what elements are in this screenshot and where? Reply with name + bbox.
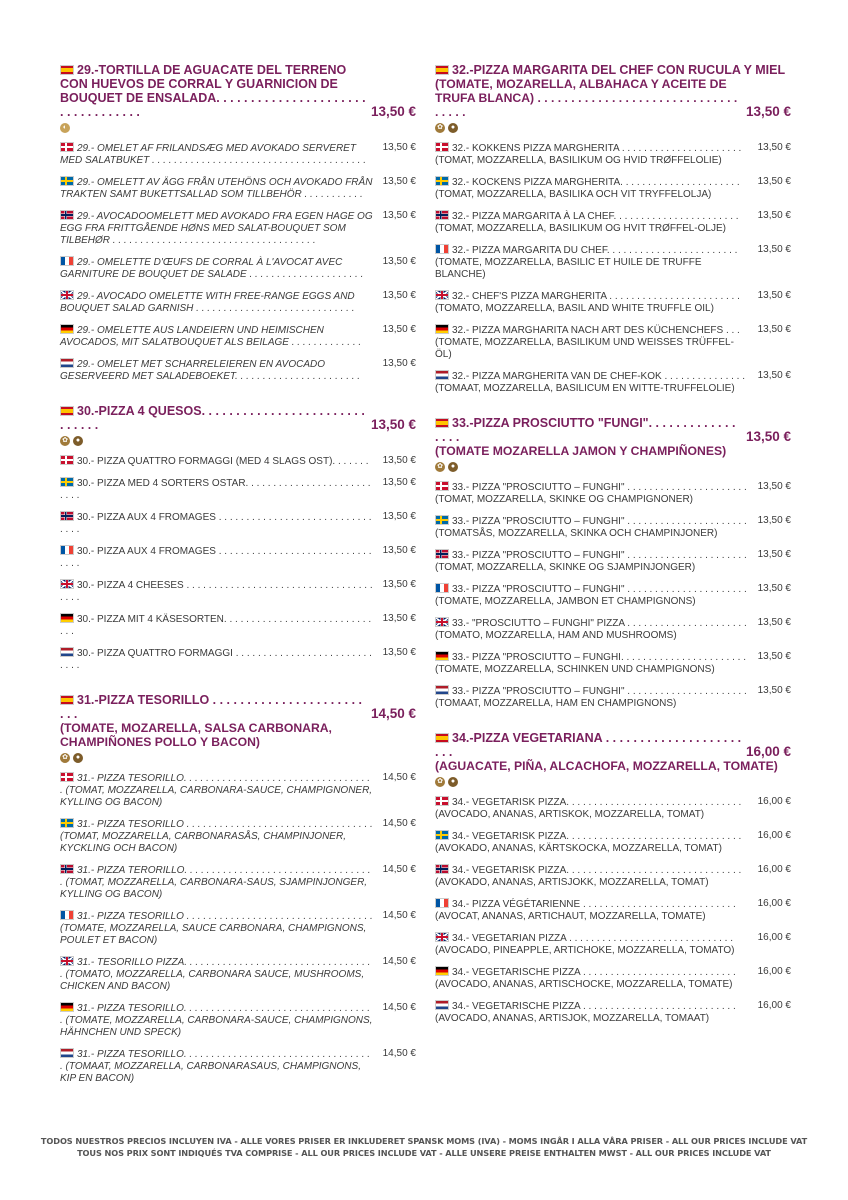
section-subtitle: [435, 444, 791, 458]
flag-de-icon: [435, 324, 449, 334]
flag-se-icon: [435, 830, 449, 840]
flag-de-icon: [60, 324, 74, 334]
milk-allergen-icon: ●: [73, 436, 83, 446]
menu-section: [435, 416, 791, 710]
flag-se-icon: [60, 477, 74, 487]
item-price: 16,00 €: [757, 796, 791, 807]
item-description: [435, 830, 757, 855]
flag-nl-icon: [435, 370, 449, 380]
item-text: 33.- PIZZA "PROSCIUTTO – FUNGHI" . . . . . . . . . . . . . . . . . . . . . . (TOMAT, MOZZARELLA, SKINKE OG CHAMPIGNONER): [435, 482, 747, 505]
item-text: 34.- VEGETARISK PIZZA. . . . . . . . . . . . . . . . . . . . . . . . . . . . . . . . (AVOKADO, ANANAS, KÄRTSKOCKA, MOZZARELLA, TOMAT): [435, 831, 742, 854]
list-item: [60, 477, 416, 502]
list-item: [60, 142, 416, 167]
list-item: [435, 244, 791, 281]
item-text: 33.- "PROSCIUTTO – FUNGHI" PIZZA . . . . . . . . . . . . . . . . . . . . . . (TOMATO, MOZZARELLA, HAM AND MUSHROOMS): [435, 618, 747, 641]
section-heading: [60, 63, 416, 119]
list-item: [435, 830, 791, 855]
allergen-icons: [435, 462, 791, 472]
section-subtitle-text: (TOMATE, MOZARELLA, ALBAHACA Y ACEITE DE TRUFA BLANCA) . . . . . . . . . . . . . . . . . . . . . . . . . . . . . . . . . . .: [435, 77, 738, 119]
flag-uk-icon: [60, 579, 74, 589]
flag-fr-icon: [60, 910, 74, 920]
list-item: [435, 549, 791, 574]
list-item: [435, 370, 791, 395]
item-description: [60, 579, 382, 604]
flag-fr-icon: [60, 545, 74, 555]
item-price: 13,50 €: [382, 477, 416, 488]
section-price: 13,50 €: [745, 104, 791, 119]
item-description: [435, 898, 757, 923]
section-title-text: 34.-PIZZA VEGETARIANA . . . . . . . . . . . . . . . . . . . . . . .: [435, 731, 742, 759]
item-description: [60, 956, 382, 993]
item-description: [435, 324, 757, 361]
item-description: [435, 932, 757, 957]
list-item: [435, 651, 791, 676]
list-item: [60, 1048, 416, 1085]
footer-line-1: TODOS NUESTROS PRECIOS INCLUYEN IVA - ALLE VORES PRISER ER INKLUDERET SPANSK MOMS (IVA) - MOMS INGÅR I ALLA VÅRA PRISER - ALL OUR PRICES INCLUDE VAT: [40, 1136, 808, 1146]
flag-nl-icon: [60, 647, 74, 657]
item-text: 34.- VEGETARISK PIZZA. . . . . . . . . . . . . . . . . . . . . . . . . . . . . . . . (AVOKADO, ANANAS, ARTISJOKK, MOZZARELLA, TOMAT): [435, 865, 742, 888]
item-description: [435, 617, 757, 642]
flag-dk-icon: [60, 455, 74, 465]
item-price: 13,50 €: [757, 210, 791, 221]
list-item: [435, 864, 791, 889]
item-price: 16,00 €: [757, 830, 791, 841]
gluten-allergen-icon: ✿: [435, 777, 445, 787]
item-price: 13,50 €: [382, 647, 416, 658]
item-price: 13,50 €: [382, 324, 416, 335]
flag-nl-icon: [435, 685, 449, 695]
vat-footer: [0, 1135, 848, 1159]
section-heading: [435, 416, 791, 444]
flag-no-icon: [435, 210, 449, 220]
list-item: [60, 256, 416, 281]
gluten-allergen-icon: ✿: [435, 123, 445, 133]
flag-uk-icon: [60, 956, 74, 966]
item-description: [60, 455, 382, 468]
menu-column-left: [60, 63, 416, 1106]
item-description: [435, 966, 757, 991]
section-heading: [60, 693, 416, 721]
item-description: [60, 1002, 382, 1039]
item-price: 16,00 €: [757, 1000, 791, 1011]
item-text: 34.- VEGETARIAN PIZZA . . . . . . . . . . . . . . . . . . . . . . . . . . . . . . (AVOCADO, PINEAPPLE, ARTICHOKE, MOZZARELLA, TOMATO): [435, 933, 735, 956]
list-item: [60, 772, 416, 809]
list-item: [60, 176, 416, 201]
section-title: [60, 693, 367, 721]
item-price: 14,50 €: [382, 1048, 416, 1059]
flag-se-icon: [60, 176, 74, 186]
item-text: 32.- PIZZA MARGARITA À LA CHEF. . . . . . . . . . . . . . . . . . . . . . . (TOMAT, MOZZARELLA, BASILIKUM OG HVIT TRØFFEL-OLJE): [435, 211, 739, 234]
item-description: [435, 481, 757, 506]
menu-section: [60, 404, 416, 672]
gluten-allergen-icon: ✿: [60, 436, 70, 446]
item-price: 13,50 €: [382, 455, 416, 466]
item-description: [435, 651, 757, 676]
list-item: [435, 796, 791, 821]
allergen-icons: [60, 436, 416, 446]
milk-allergen-icon: ●: [448, 462, 458, 472]
item-price: 13,50 €: [757, 583, 791, 594]
section-price: 16,00 €: [745, 744, 791, 759]
item-description: [435, 290, 757, 315]
item-description: [60, 290, 382, 315]
section-title-text: 29.-TORTILLA DE AGUACATE DEL TERRENO CON HUEVOS DE CORRAL Y GUARNICION DE BOUQUET DE ENSALADA. . . . . . . . . . . . . . . . . . . . . . . . . . . . . . . . . .: [60, 63, 366, 119]
item-price: 14,50 €: [382, 864, 416, 875]
item-description: [60, 772, 382, 809]
section-subtitle-text: (TOMATE, MOZARELLA, SALSA CARBONARA, CHAMPIÑONES POLLO Y BACON): [60, 721, 332, 749]
flag-de-icon: [435, 651, 449, 661]
flag-fr-icon: [435, 583, 449, 593]
item-description: [60, 324, 382, 349]
item-price: 13,50 €: [757, 290, 791, 301]
flag-uk-icon: [435, 932, 449, 942]
item-description: [60, 613, 382, 638]
egg-allergen-icon: ◐: [60, 123, 70, 133]
flag-dk-icon: [435, 142, 449, 152]
item-price: 13,50 €: [757, 324, 791, 335]
flag-es-icon: [60, 406, 74, 416]
item-price: 13,50 €: [757, 685, 791, 696]
item-text: 32.- KOKKENS PIZZA MARGHERITA . . . . . . . . . . . . . . . . . . . . . . (TOMAT, MOZZARELLA, BASILIKUM OG HVID TRØFFELOLIE): [435, 143, 742, 166]
item-description: [60, 864, 382, 901]
flag-nl-icon: [60, 358, 74, 368]
item-description: [435, 244, 757, 281]
item-text: 33.- PIZZA "PROSCIUTTO – FUNGHI" . . . . . . . . . . . . . . . . . . . . . . (TOMAT, MOZZARELLA, SKINKE OG SJAMPINJONGER): [435, 550, 747, 573]
section-price: 14,50 €: [370, 706, 416, 721]
section-subtitle: [435, 77, 791, 119]
list-item: [435, 210, 791, 235]
item-text: 29.- AVOCADOOMELETT MED AVOKADO FRA EGEN HAGE OG EGG FRA FRITTGÅENDE HØNS MED SALAT-BOUQUET SOM TILBEHØR . . . . . . . . . . . . . . . . . . . . . . . . . . . . . . . . . . . . .: [60, 211, 373, 246]
flag-no-icon: [60, 210, 74, 220]
item-description: [60, 142, 382, 167]
item-text: 31.- TESORILLO PIZZA. . . . . . . . . . . . . . . . . . . . . . . . . . . . . . . . . . . (TOMATO, MOZZARELLA, CARBONARA SAUCE, MUSHROOMS, CHICKEN AND BACON): [60, 957, 371, 992]
menu-column-right: [435, 63, 791, 1046]
list-item: [60, 511, 416, 536]
item-text: 32.- PIZZA MARGHERITA VAN DE CHEF-KOK . . . . . . . . . . . . . . . (TOMAAT, MOZZARELLA, BASILICUM EN WITTE-TRUFFELOLIE): [435, 371, 746, 394]
flag-es-icon: [435, 733, 449, 743]
list-item: [435, 290, 791, 315]
item-price: 13,50 €: [757, 176, 791, 187]
item-text: 29.- OMELETT AV ÄGG FRÅN UTEHÖNS OCH AVOKADO FRÅN TRAKTEN SAMT BUKETTSALLAD SOM TILLBEHÖR . . . . . . . . . . .: [60, 177, 373, 200]
list-item: [60, 545, 416, 570]
item-text: 32.- PIZZA MARGHARITA NACH ART DES KÜCHENCHEFS . . . (TOMATE, MOZZARELLA, BASILIKUM UND WEISSES TRÜFFEL-ÖL): [435, 325, 740, 360]
footer-line-2: TOUS NOS PRIX SONT INDIQUÉS TVA COMPRISE - ALL OUR PRICES INCLUDE VAT - ALLE UNSERE PREISE ENTHALTEN MWST - ALL OUR PRICES INCLUDE VAT: [77, 1148, 771, 1158]
item-text: 29.- OMELETTE D'ŒUFS DE CORRAL À L'AVOCAT AVEC GARNITURE DE BOUQUET DE SALADE . . . . . . . . . . . . . . . . . . . . .: [60, 257, 364, 280]
list-item: [435, 932, 791, 957]
item-price: 14,50 €: [382, 818, 416, 829]
flag-no-icon: [435, 864, 449, 874]
list-item: [435, 1000, 791, 1025]
item-price: 13,50 €: [382, 613, 416, 624]
menu-section: [435, 731, 791, 1025]
allergen-icons: [435, 777, 791, 787]
list-item: [60, 647, 416, 672]
list-item: [60, 910, 416, 947]
item-description: [435, 176, 757, 201]
menu-section: [60, 63, 416, 383]
item-text: 30.- PIZZA 4 CHEESES . . . . . . . . . . . . . . . . . . . . . . . . . . . . . . . . . . . . . .: [60, 580, 373, 603]
section-title-text: 32.-PIZZA MARGARITA DEL CHEF CON RUCULA Y MIEL: [452, 63, 786, 77]
item-description: [60, 210, 382, 247]
milk-allergen-icon: ●: [448, 123, 458, 133]
item-price: 13,50 €: [382, 256, 416, 267]
item-description: [435, 864, 757, 889]
list-item: [435, 142, 791, 167]
list-item: [435, 685, 791, 710]
item-price: 14,50 €: [382, 772, 416, 783]
item-text: 32.- PIZZA MARGARITA DU CHEF. . . . . . . . . . . . . . . . . . . . . . . . (TOMATE, MOZZARELLA, BASILIC ET HUILE DE TRUFFE BLANCHE): [435, 245, 738, 280]
list-item: [60, 358, 416, 383]
section-title-text: 30.-PIZZA 4 QUESOS. . . . . . . . . . . . . . . . . . . . . . . . . . . . . .: [60, 404, 365, 432]
section-subtitle-text: (AGUACATE, PIÑA, ALCACHOFA, MOZZARELLA, TOMATE): [435, 759, 778, 773]
list-item: [60, 579, 416, 604]
item-text: 34.- VEGETARISK PIZZA. . . . . . . . . . . . . . . . . . . . . . . . . . . . . . . . (AVOCADO, ANANAS, ARTISKOK, MOZZARELLA, TOMAT): [435, 797, 742, 820]
item-text: 29.- OMELET AF FRILANDSÆG MED AVOKADO SERVERET MED SALATBUKET . . . . . . . . . . . . . . . . . . . . . . . . . . . . . . . . . . . . . . .: [60, 143, 366, 166]
flag-se-icon: [435, 515, 449, 525]
item-price: 13,50 €: [757, 142, 791, 153]
list-item: [435, 176, 791, 201]
item-price: 13,50 €: [757, 515, 791, 526]
item-price: 13,50 €: [382, 210, 416, 221]
menu-section: [435, 63, 791, 395]
item-description: [60, 818, 382, 855]
item-price: 13,50 €: [382, 545, 416, 556]
section-title: [435, 63, 791, 77]
milk-allergen-icon: ●: [448, 777, 458, 787]
menu-section: [60, 693, 416, 1085]
item-price: 13,50 €: [382, 176, 416, 187]
item-price: 14,50 €: [382, 1002, 416, 1013]
list-item: [60, 455, 416, 468]
gluten-allergen-icon: ✿: [60, 753, 70, 763]
list-item: [435, 617, 791, 642]
item-description: [60, 647, 382, 672]
item-description: [435, 515, 757, 540]
flag-fr-icon: [435, 244, 449, 254]
flag-se-icon: [435, 176, 449, 186]
item-description: [60, 545, 382, 570]
gluten-allergen-icon: ✿: [435, 462, 445, 472]
item-price: 13,50 €: [382, 142, 416, 153]
allergen-icons: [60, 123, 416, 133]
flag-dk-icon: [435, 481, 449, 491]
item-price: 13,50 €: [382, 290, 416, 301]
item-text: 33.- PIZZA "PROSCIUTTO – FUNGHI" . . . . . . . . . . . . . . . . . . . . . . (TOMAAT, MOZZARELLA, HAM EN CHAMPIGNONS): [435, 686, 747, 709]
item-description: [60, 256, 382, 281]
item-text: 31.- PIZZA TERORILLO. . . . . . . . . . . . . . . . . . . . . . . . . . . . . . . . . . . (TOMAT, MOZZARELLA, CARBONARA-SAUS, SJAMPINJONGER, KYLLING OG BACON): [60, 865, 371, 900]
flag-nl-icon: [60, 1048, 74, 1058]
list-item: [60, 818, 416, 855]
flag-no-icon: [435, 549, 449, 559]
item-description: [435, 210, 757, 235]
list-item: [435, 481, 791, 506]
section-subtitle-text: (TOMATE MOZARELLA JAMON Y CHAMPIÑONES): [435, 444, 727, 458]
flag-uk-icon: [435, 290, 449, 300]
item-description: [60, 176, 382, 201]
list-item: [60, 290, 416, 315]
list-item: [435, 324, 791, 361]
flag-es-icon: [60, 65, 74, 75]
item-text: 29.- OMELETTE AUS LANDEIERN UND HEIMISCHEN AVOCADOS, MIT SALATBOUQUET ALS BEILAGE . . . . . . . . . . . . .: [60, 325, 362, 348]
list-item: [60, 956, 416, 993]
list-item: [435, 898, 791, 923]
item-text: 33.- PIZZA "PROSCIUTTO – FUNGHI" . . . . . . . . . . . . . . . . . . . . . . (TOMATSÅS, MOZZARELLA, SKINKA OCH CHAMPINJONER): [435, 516, 747, 539]
list-item: [60, 613, 416, 638]
list-item: [435, 515, 791, 540]
list-item: [60, 1002, 416, 1039]
item-price: 13,50 €: [382, 579, 416, 590]
section-subtitle: [435, 759, 791, 773]
section-price: 13,50 €: [370, 417, 416, 432]
item-price: 13,50 €: [757, 370, 791, 381]
item-text: 34.- VEGETARISCHE PIZZA . . . . . . . . . . . . . . . . . . . . . . . . . . . . (AVOCADO, ANANAS, ARTISCHOCKE, MOZZARELLA, TOMATE): [435, 967, 736, 990]
item-description: [60, 910, 382, 947]
item-text: 30.- PIZZA QUATTRO FORMAGGI . . . . . . . . . . . . . . . . . . . . . . . . . . . . .: [60, 648, 372, 671]
flag-dk-icon: [435, 796, 449, 806]
item-price: 13,50 €: [382, 511, 416, 522]
item-text: 29.- AVOCADO OMELETTE WITH FREE-RANGE EGGS AND BOUQUET SALAD GARNISH . . . . . . . . . . . . . . . . . . . . . . . . . . . . .: [60, 291, 355, 314]
item-price: 14,50 €: [382, 956, 416, 967]
allergen-icons: [60, 753, 416, 763]
item-price: 13,50 €: [757, 651, 791, 662]
list-item: [435, 966, 791, 991]
item-text: 34.- VEGETARISCHE PIZZA . . . . . . . . . . . . . . . . . . . . . . . . . . . . (AVOCADO, ANANAS, ARTISJOK, MOZZARELLA, TOMAAT): [435, 1001, 736, 1024]
section-heading: [435, 731, 791, 759]
milk-allergen-icon: ●: [73, 753, 83, 763]
item-price: 16,00 €: [757, 932, 791, 943]
list-item: [435, 583, 791, 608]
flag-de-icon: [435, 966, 449, 976]
item-description: [435, 549, 757, 574]
item-price: 16,00 €: [757, 898, 791, 909]
section-title: [435, 731, 742, 759]
flag-de-icon: [60, 613, 74, 623]
item-text: 31.- PIZZA TESORILLO . . . . . . . . . . . . . . . . . . . . . . . . . . . . . . . . . . (TOMAT, MOZZARELLA, CARBONARASÅS, CHAMPINJONER, KYCKLING OCH BACON): [60, 819, 373, 854]
section-title: [435, 416, 742, 444]
item-text: 33.- PIZZA "PROSCIUTTO – FUNGHI. . . . . . . . . . . . . . . . . . . . . . . (TOMATE, MOZZARELLA, SCHINKEN UND CHAMPIGNONS): [435, 652, 746, 675]
flag-no-icon: [60, 864, 74, 874]
item-text: 30.- PIZZA QUATTRO FORMAGGI (MED 4 SLAGS OST). . . . . . .: [77, 456, 369, 467]
item-text: 33.- PIZZA "PROSCIUTTO – FUNGHI" . . . . . . . . . . . . . . . . . . . . . . (TOMATE, MOZZARELLA, JAMBON ET CHAMPIGNONS): [435, 584, 747, 607]
item-text: 31.- PIZZA TESORILLO . . . . . . . . . . . . . . . . . . . . . . . . . . . . . . . . . . (TOMATE, MOZZARELLA, SAUCE CARBONARA, CHAMPIGNONS, POULET ET BACON): [60, 911, 373, 946]
section-price: 13,50 €: [745, 429, 791, 444]
item-description: [435, 1000, 757, 1025]
section-heading: [60, 404, 416, 432]
item-description: [435, 583, 757, 608]
item-description: [435, 796, 757, 821]
item-description: [435, 370, 757, 395]
item-text: 31.- PIZZA TESORILLO. . . . . . . . . . . . . . . . . . . . . . . . . . . . . . . . . . . (TOMAT, MOZZARELLA, CARBONARA-SAUCE, CHAMPIGNONER, KYLLING OG BACON): [60, 773, 373, 808]
section-title: [60, 63, 367, 119]
list-item: [60, 324, 416, 349]
flag-no-icon: [60, 511, 74, 521]
flag-fr-icon: [60, 256, 74, 266]
item-description: [60, 511, 382, 536]
item-text: 31.- PIZZA TESORILLO. . . . . . . . . . . . . . . . . . . . . . . . . . . . . . . . . . . (TOMATE, MOZZARELLA, CARBONARA-SAUCE, CHAMPIGNONS, HÄHNCHEN UND SPECK): [60, 1003, 373, 1038]
flag-dk-icon: [60, 142, 74, 152]
item-price: 13,50 €: [757, 244, 791, 255]
item-text: 34.- PIZZA VÉGÉTARIENNE . . . . . . . . . . . . . . . . . . . . . . . . . . . . (AVOCAT, ANANAS, ARTICHAUT, MOZZARELLA, TOMATE): [435, 899, 736, 922]
item-text: 32.- KOCKENS PIZZA MARGHERITA. . . . . . . . . . . . . . . . . . . . . . (TOMAT, MOZZARELLA, BASILIKA OCH VIT TRYFFELOLJA): [435, 177, 740, 200]
section-title-text: 31.-PIZZA TESORILLO . . . . . . . . . . . . . . . . . . . . . . . . .: [60, 693, 362, 721]
section-subtitle: [60, 721, 416, 749]
item-price: 14,50 €: [382, 910, 416, 921]
item-text: 31.- PIZZA TESORILLO. . . . . . . . . . . . . . . . . . . . . . . . . . . . . . . . . . . (TOMAAT, MOZZARELLA, CARBONARASAUS, CHAMPIGNONS, KIP EN BACON): [60, 1049, 371, 1084]
item-price: 16,00 €: [757, 864, 791, 875]
flag-dk-icon: [60, 772, 74, 782]
section-title: [60, 404, 367, 432]
item-description: [60, 358, 382, 383]
flag-fr-icon: [435, 898, 449, 908]
flag-nl-icon: [435, 1000, 449, 1010]
flag-de-icon: [60, 1002, 74, 1012]
flag-uk-icon: [435, 617, 449, 627]
list-item: [60, 210, 416, 247]
item-description: [60, 477, 382, 502]
item-price: 13,50 €: [757, 549, 791, 560]
item-text: 30.- PIZZA MIT 4 KÄSESORTEN. . . . . . . . . . . . . . . . . . . . . . . . . . . . . .: [60, 614, 372, 637]
item-description: [435, 685, 757, 710]
flag-se-icon: [60, 818, 74, 828]
item-description: [435, 142, 757, 167]
item-text: 32.- CHEF'S PIZZA MARGHERITA . . . . . . . . . . . . . . . . . . . . . . . . (TOMATO, MOZZARELLA, BASIL AND WHITE TRUFFLE OIL): [435, 291, 740, 314]
item-price: 13,50 €: [757, 481, 791, 492]
section-price: 13,50 €: [370, 104, 416, 119]
flag-es-icon: [435, 65, 449, 75]
item-price: 13,50 €: [757, 617, 791, 628]
flag-uk-icon: [60, 290, 74, 300]
section-heading: [435, 63, 791, 77]
section-title-text: 33.-PIZZA PROSCIUTTO "FUNGI". . . . . . . . . . . . . . . . .: [435, 416, 736, 444]
item-text: 30.- PIZZA MED 4 SORTERS OSTAR. . . . . . . . . . . . . . . . . . . . . . . . . . .: [60, 478, 371, 501]
item-text: 29.- OMELET MET SCHARRELEIEREN EN AVOCADO GESERVEERD MET SALADEBOEKET. . . . . . . . . . . . . . . . . . . . . . .: [60, 359, 361, 382]
item-description: [60, 1048, 382, 1085]
flag-es-icon: [60, 695, 74, 705]
item-price: 16,00 €: [757, 966, 791, 977]
allergen-icons: [435, 123, 791, 133]
item-price: 13,50 €: [382, 358, 416, 369]
list-item: [60, 864, 416, 901]
item-text: 30.- PIZZA AUX 4 FROMAGES . . . . . . . . . . . . . . . . . . . . . . . . . . . . . . . .: [60, 512, 372, 535]
item-text: 30.- PIZZA AUX 4 FROMAGES . . . . . . . . . . . . . . . . . . . . . . . . . . . . . . . .: [60, 546, 372, 569]
flag-es-icon: [435, 418, 449, 428]
